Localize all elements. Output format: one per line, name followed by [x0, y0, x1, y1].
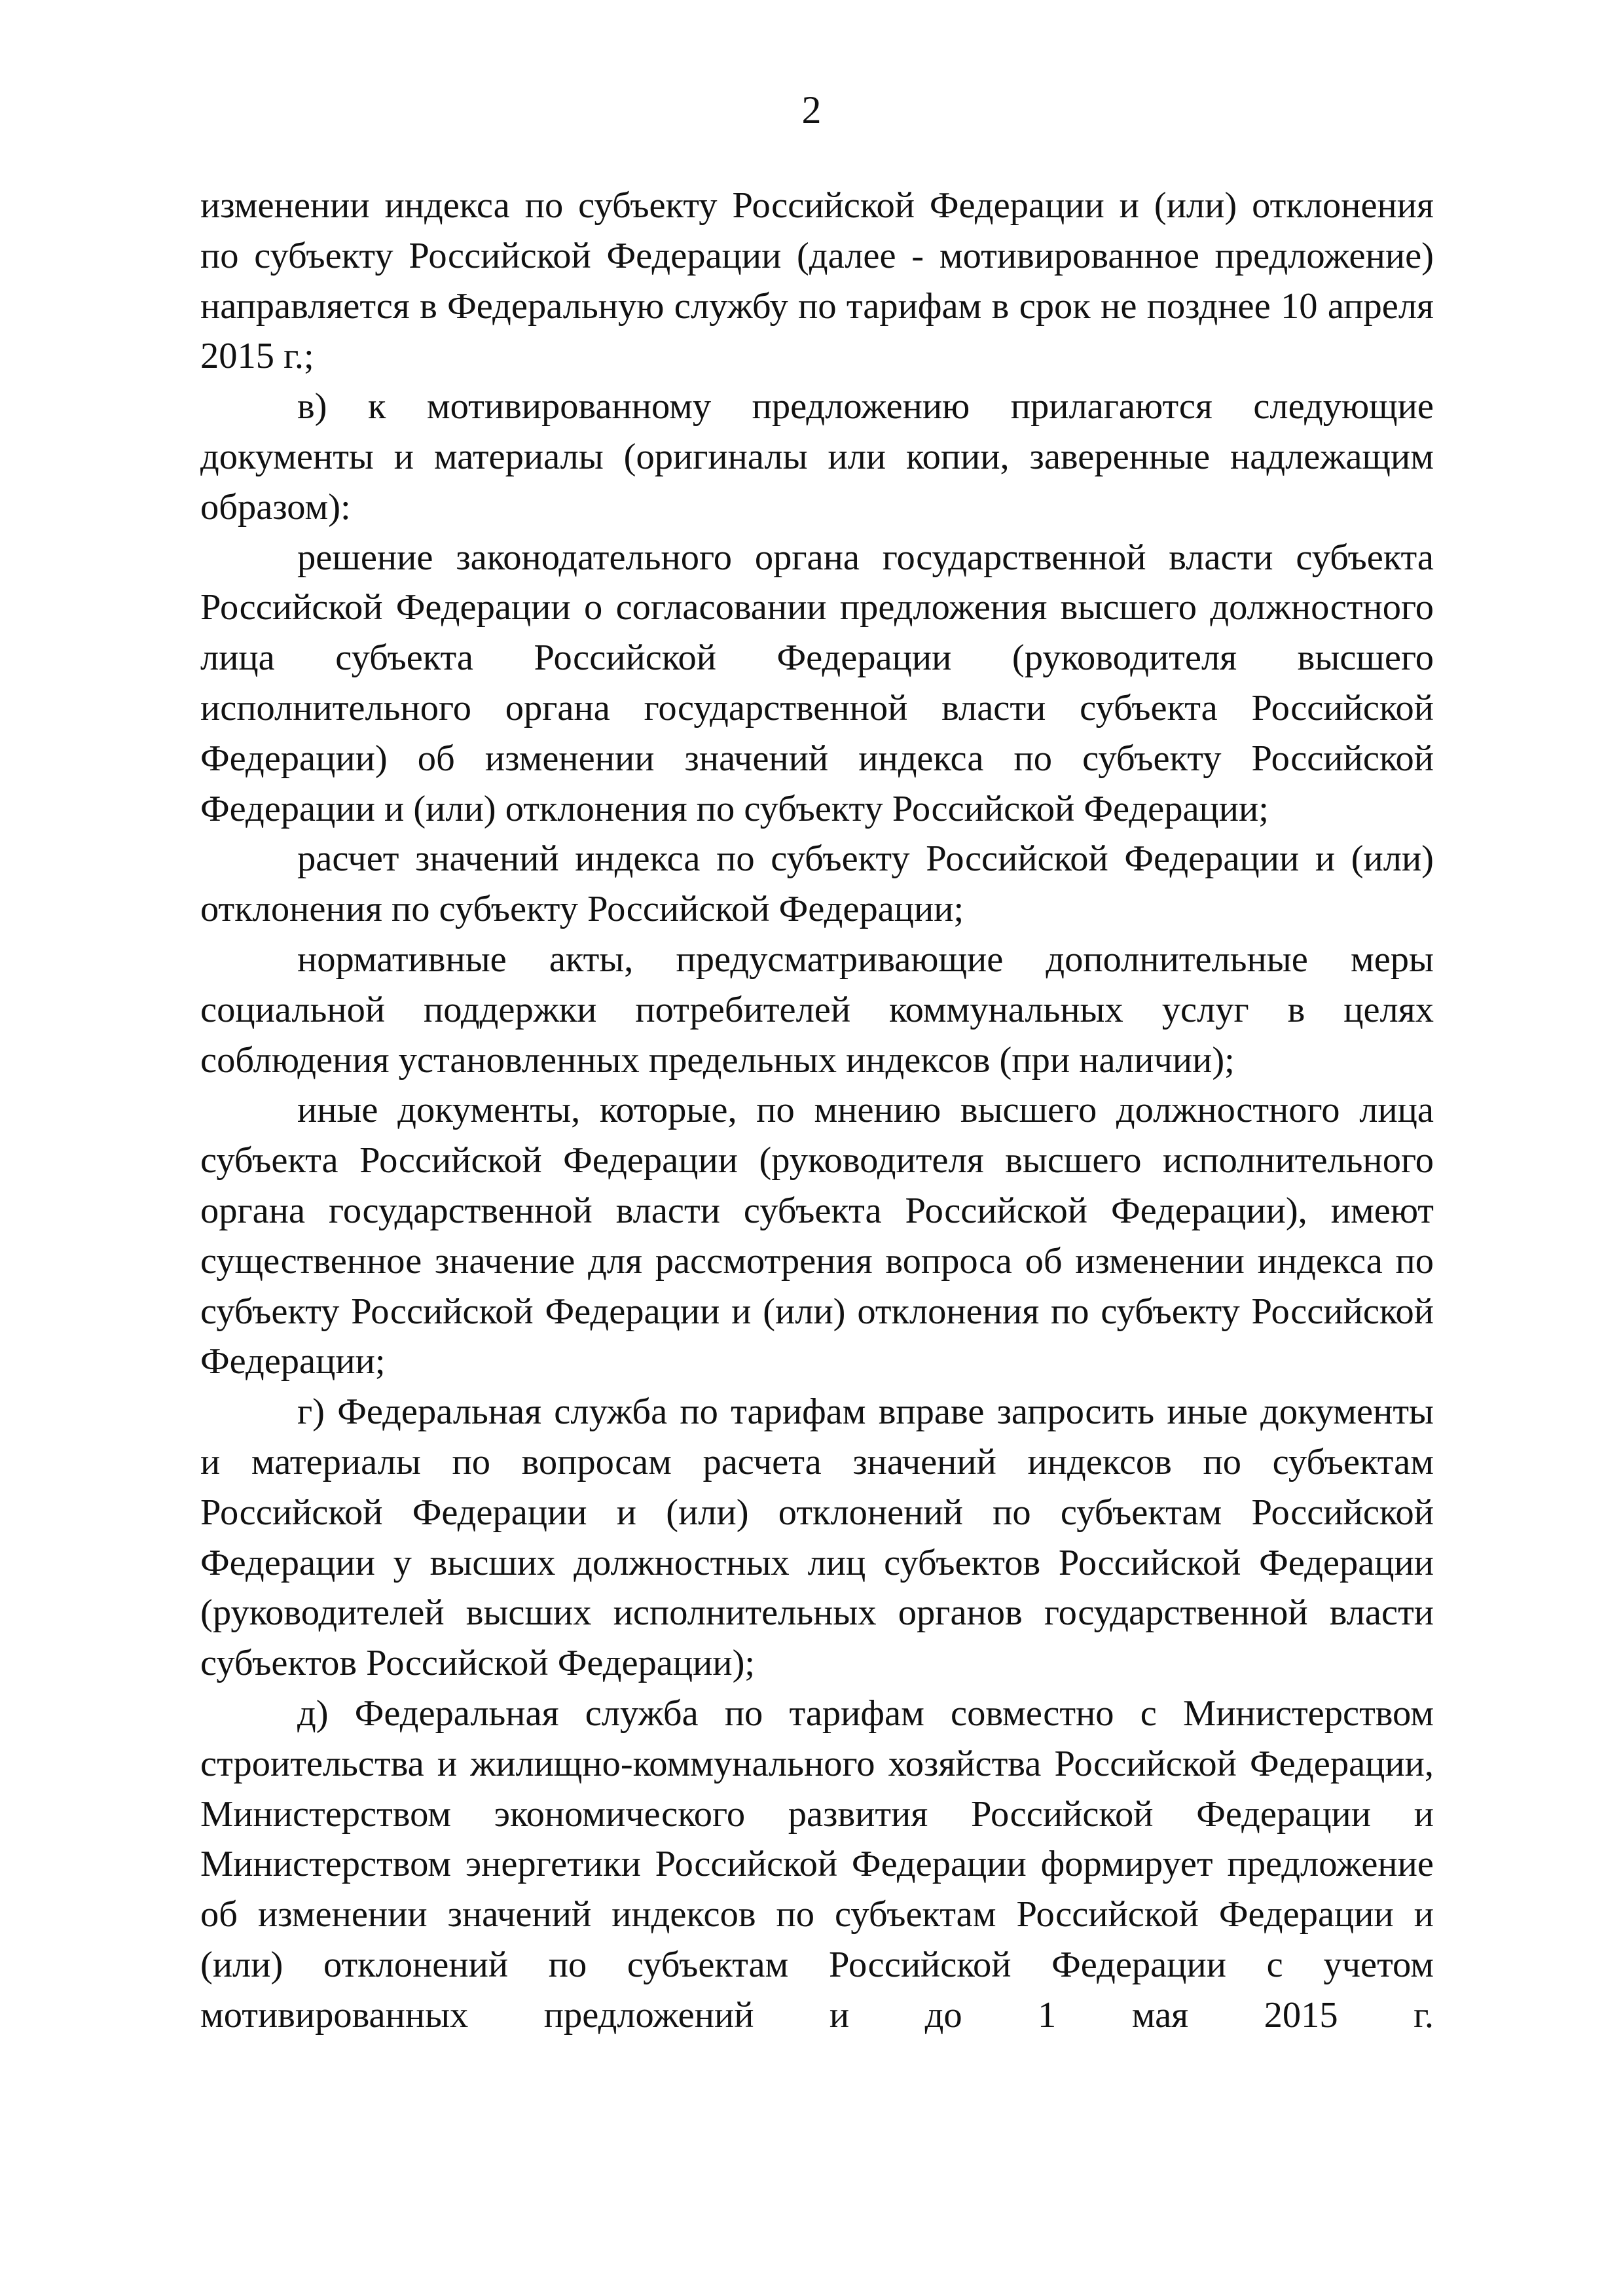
paragraph-item-g: г) Федеральная служба по тарифам вправе запросить иные документы и материалы по вопросам расчета значений индексов по субъектам Российской Федерации и (или) отклонений по субъектам Российской Федерации у высших должностных лиц субъектов Российской Федерации (руководителей высших исполнительных органов государственной власти субъектов Российской Федерации);	[200, 1391, 1434, 1684]
paragraph-continuation: изменении индекса по субъекту Российской Федерации и (или) отклонения по субъекту Российской Федерации (далее - мотивированное предложение) направляется в Федеральную службу по тарифам в срок не позднее 10 апреля 2015 г.;	[200, 185, 1434, 377]
paragraph-item-d: д) Федеральная служба по тарифам совместно с Министерством строительства и жилищно-коммунального хозяйства Российской Федерации, Министерством экономического развития Российской Федерации и Министерством энергетики Российской Федерации формирует предложение об изменении значений индексов по субъектам Российской Федерации и (или) отклонений по субъектам Российской Федерации с учетом мотивированных предложений и до 1 мая 2015 г.	[200, 1693, 1434, 2036]
paragraph-index-calculation: расчет значений индекса по субъекту Российской Федерации и (или) отклонения по субъекту Российской Федерации;	[200, 838, 1434, 930]
paragraph-other-documents: иные документы, которые, по мнению высшего должностного лица субъекта Российской Федерации (руководителя высшего исполнительного органа государственной власти субъекта Российской Федерации), имеют существенное значение для рассмотрения вопроса об изменении индекса по субъекту Российской Федерации и (или) отклонения по субъекту Российской Федерации;	[200, 1090, 1434, 1382]
paragraph-item-v: в) к мотивированному предложению прилагаются следующие документы и материалы (оригиналы или копии, заверенные надлежащим образом):	[200, 386, 1434, 528]
document-body	[200, 181, 1434, 2040]
paragraph-normative-acts: нормативные акты, предусматривающие дополнительные меры социальной поддержки потребителей коммунальных услуг в целях соблюдения установленных предельных индексов (при наличии);	[200, 939, 1434, 1081]
paragraph-legislative-decision: решение законодательного органа государственной власти субъекта Российской Федерации о согласовании предложения высшего должностного лица субъекта Российской Федерации (руководителя высшего исполнительного органа государственной власти субъекта Российской Федерации) об изменении значений индекса по субъекту Российской Федерации и (или) отклонения по субъекту Российской Федерации;	[200, 537, 1434, 829]
page-number: 2	[801, 88, 822, 132]
